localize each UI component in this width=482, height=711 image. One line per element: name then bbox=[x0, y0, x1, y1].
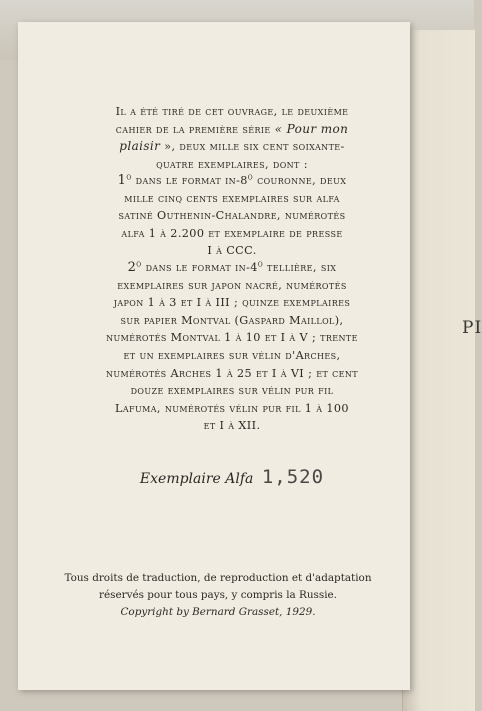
rights-line: Tous droits de traduction, de reproduction et d'adaptation bbox=[64, 572, 372, 584]
facing-page bbox=[402, 30, 475, 711]
item-number: 2 bbox=[127, 260, 137, 275]
copyright-line: Copyright by Bernard Grasset, 1929. bbox=[120, 606, 316, 618]
intro-line: quatre exemplaires, dont : bbox=[156, 157, 308, 171]
edition-line: douze exemplaires sur vélin pur fil bbox=[130, 384, 334, 398]
edition-line: alfa 1 à 2.200 et exemplaire de presse bbox=[121, 226, 343, 240]
intro-text: cahier de la première série bbox=[115, 122, 271, 136]
item-number: 1 bbox=[117, 173, 127, 188]
edition-line: exemplaires sur japon nacré, numérotés bbox=[117, 278, 347, 292]
edition-in8 bbox=[96, 172, 368, 260]
format-sup: o bbox=[257, 259, 264, 269]
edition-line: et un exemplaires sur vélin d'Arches, bbox=[123, 348, 341, 362]
series-title: plaisir bbox=[119, 139, 161, 154]
edition-line: japon 1 à 3 et I à III ; quinze exemplaires bbox=[113, 296, 351, 310]
edition-text: couronne, deux bbox=[257, 174, 347, 187]
intro-line: Il a été tiré de cet ouvrage, le deuxième bbox=[115, 105, 349, 118]
rights-line: réservés pour tous pays, y compris la Russie. bbox=[99, 589, 337, 601]
intro-line bbox=[96, 121, 368, 139]
edition-line: Lafuma, numérotés vélin pur fil 1 à 100 bbox=[115, 401, 349, 415]
edition-line: satiné Outhenin-Chalandre, numérotés bbox=[118, 209, 346, 223]
intro-line bbox=[96, 138, 368, 156]
format-sup: o bbox=[247, 172, 254, 182]
edition-line bbox=[96, 172, 368, 190]
edition-line: numérotés Montval 1 à 10 et I à V ; trente bbox=[106, 331, 358, 345]
edition-line bbox=[96, 259, 368, 277]
justification-intro bbox=[96, 103, 368, 173]
edition-text: dans le format in-8 bbox=[135, 174, 248, 187]
edition-line: sur papier Montval (Gaspard Maillol), bbox=[120, 313, 344, 327]
item-number-sup: o bbox=[136, 259, 142, 269]
edition-line: I à CCC. bbox=[207, 244, 257, 258]
edition-line: et I à XII. bbox=[203, 419, 261, 433]
series-title: « Pour mon bbox=[274, 121, 349, 136]
edition-text: dans le format in-4 bbox=[145, 261, 258, 274]
rights-notice bbox=[60, 570, 376, 621]
facing-page-text: PI bbox=[462, 318, 482, 338]
edition-line: numérotés Arches 1 à 25 et I à VI ; et cent bbox=[105, 366, 359, 380]
copy-number bbox=[96, 466, 368, 488]
edition-line: mille cinq cents exemplaires sur alfa bbox=[124, 191, 340, 205]
copy-label: Exemplaire Alfa bbox=[139, 471, 254, 487]
edition-in4 bbox=[96, 259, 368, 435]
edition-text: tellière, six bbox=[267, 261, 337, 274]
item-number-sup: o bbox=[126, 172, 132, 182]
intro-text: », deux mille six cent soixante- bbox=[164, 140, 345, 154]
copy-stamp-number: 1,520 bbox=[261, 466, 325, 488]
